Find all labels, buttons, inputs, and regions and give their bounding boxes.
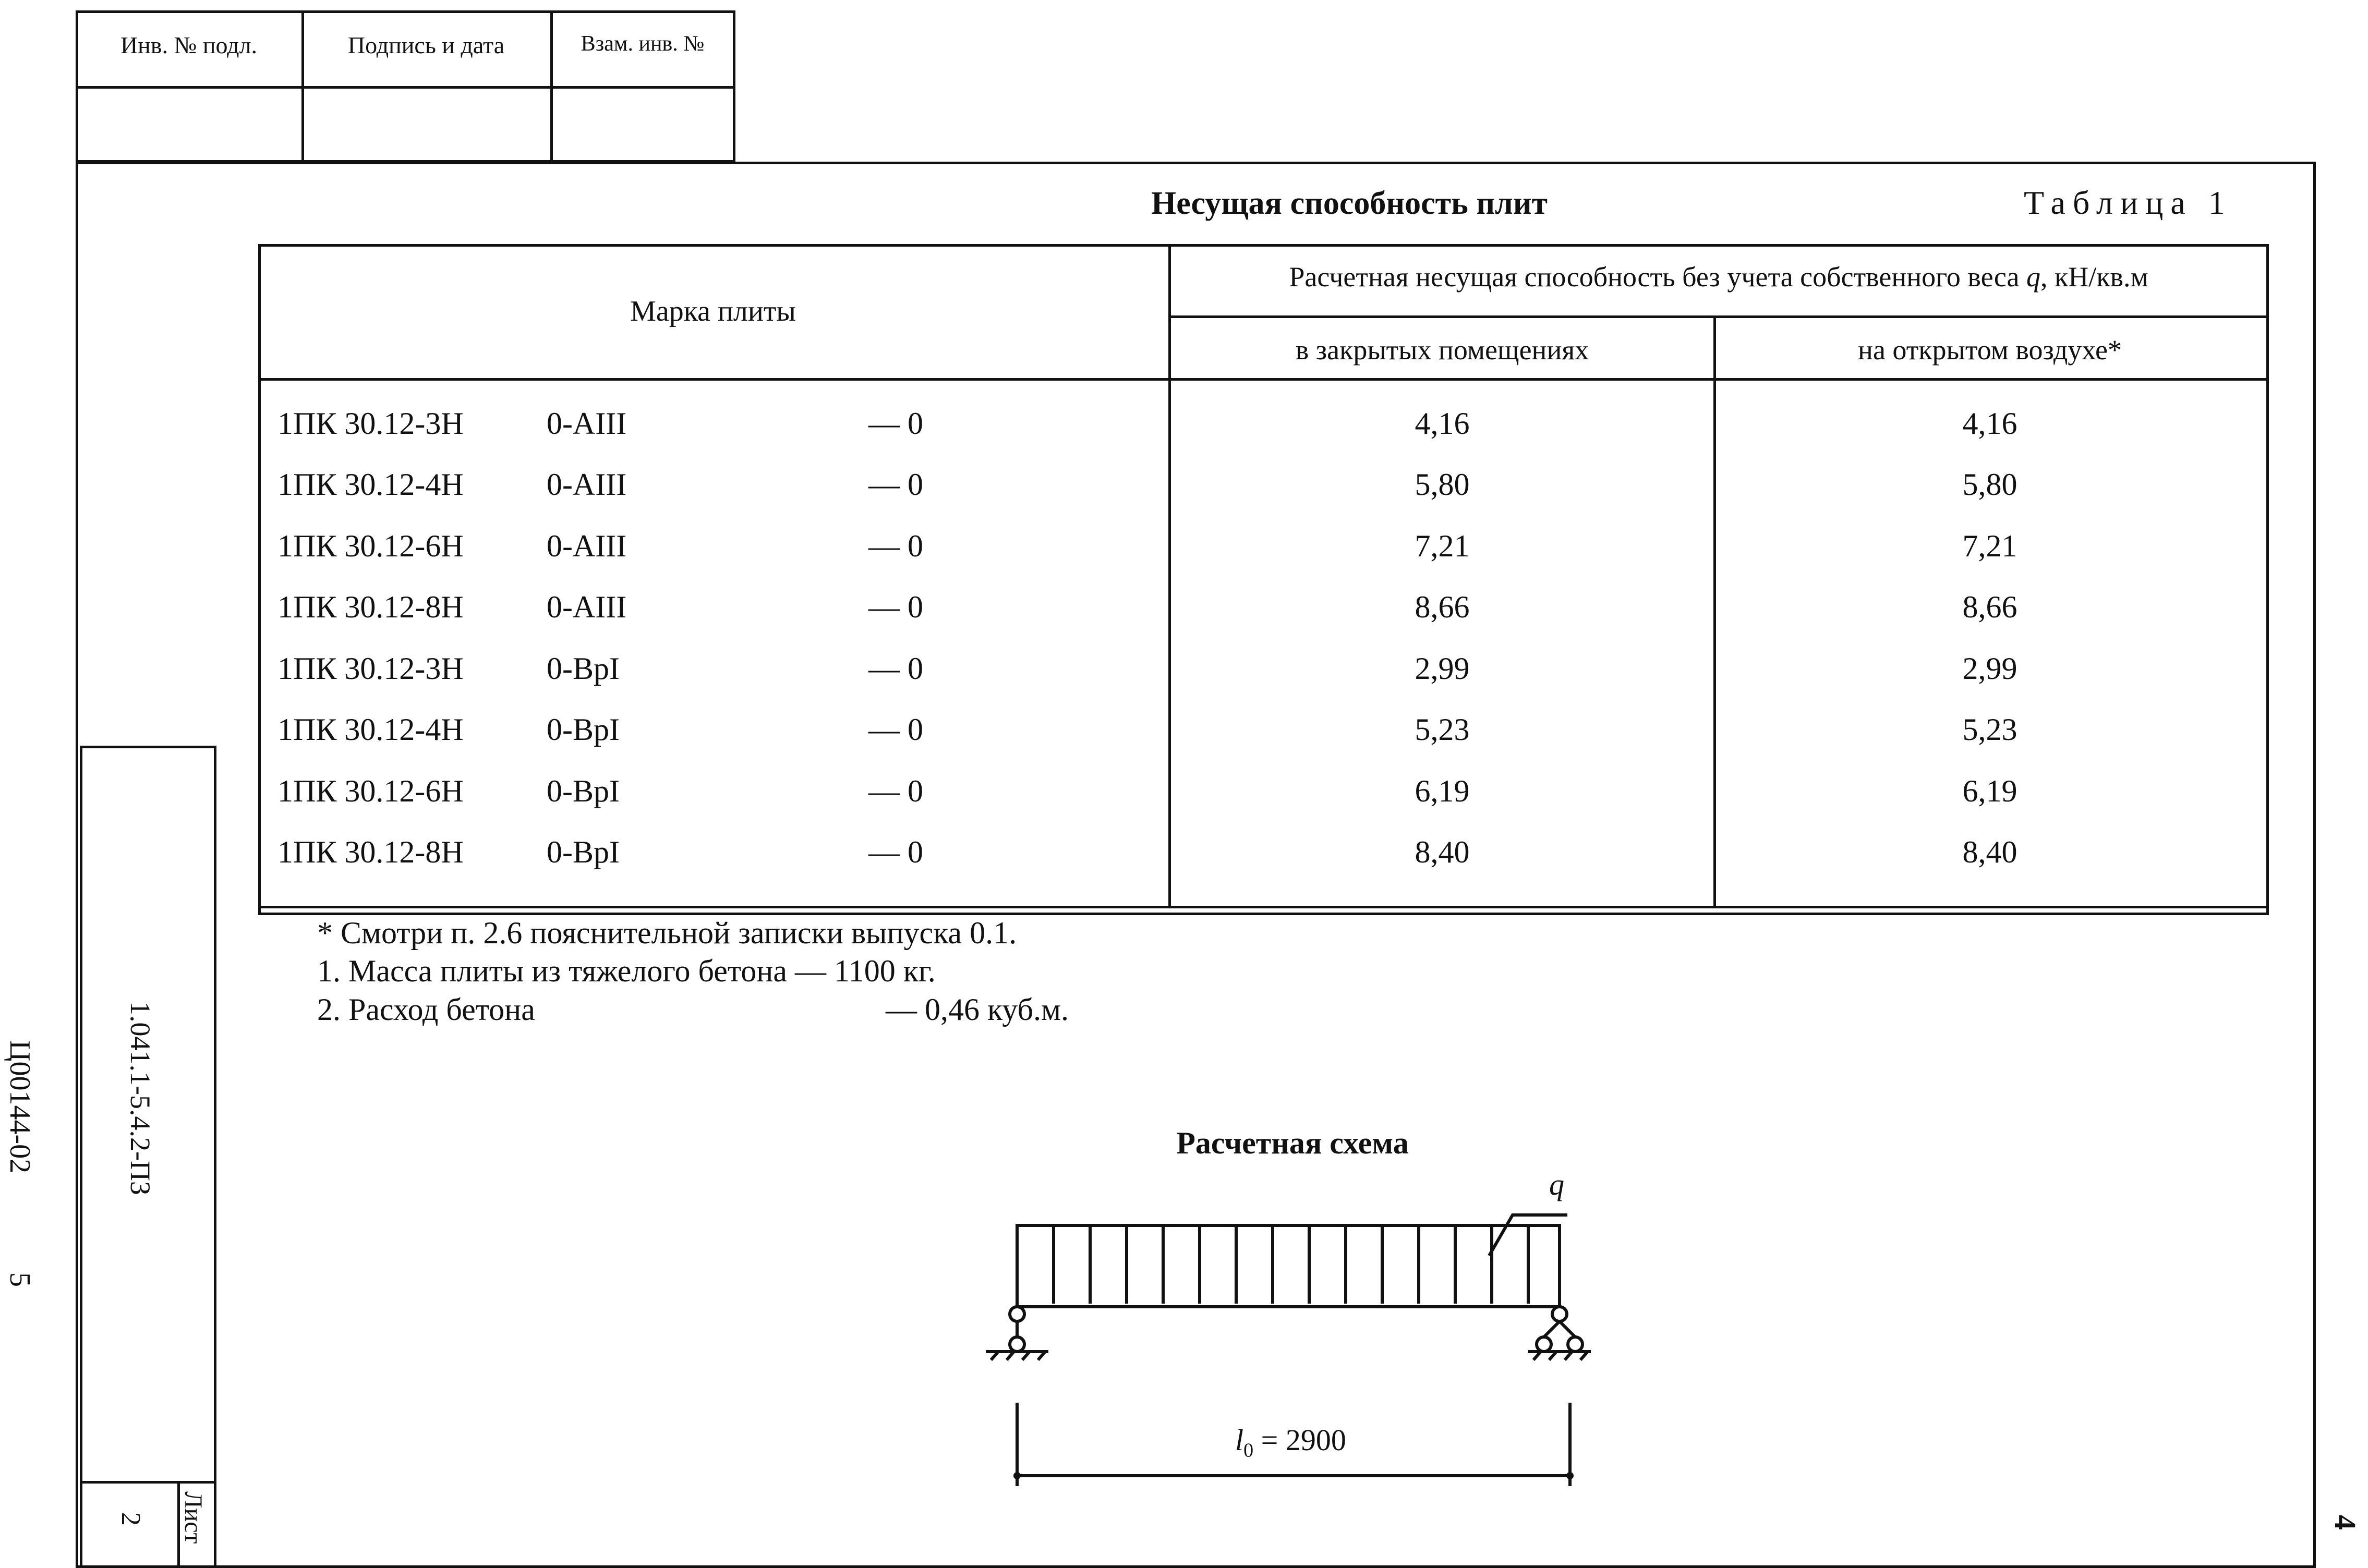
margin-num: 5	[4, 1272, 36, 1287]
row-steel: 0-ВрI	[547, 712, 620, 747]
sidebar-sheet-label: Лист	[179, 1491, 207, 1544]
table-notes-line	[258, 906, 2269, 908]
stamp-col-line	[301, 10, 304, 163]
row-steel: 0-АIII	[547, 467, 627, 502]
row-open: 7,21	[1962, 529, 2017, 563]
note-concrete: 2. Расход бетона	[317, 992, 535, 1027]
row-suffix: — 0	[868, 406, 923, 441]
sidebar-sheet-number: 2	[116, 1512, 146, 1526]
margin-code: Ц00144-02	[4, 1040, 36, 1174]
load-arrows	[1054, 1225, 1528, 1304]
row-open: 5,23	[1962, 712, 2017, 747]
row-closed: 2,99	[1415, 651, 1470, 686]
row-mark: 1ПК 30.12-4Н	[277, 712, 464, 747]
row-open: 2,99	[1962, 651, 2017, 686]
row-mark: 1ПК 30.12-3Н	[277, 651, 464, 686]
row-closed: 5,23	[1415, 712, 1470, 747]
row-mark: 1ПК 30.12-3Н	[277, 406, 464, 441]
row-suffix: — 0	[868, 651, 923, 686]
table-col-line	[1713, 315, 1716, 907]
col-open-header: на открытом воздухе*	[1858, 334, 2122, 366]
span-value: = 2900	[1253, 1423, 1346, 1457]
note-mass: 1. Масса плиты из тяжелого бетона — 1100 кг.	[317, 954, 936, 988]
table-col-line	[1168, 244, 1171, 907]
page-number: 4	[2328, 1515, 2362, 1530]
table-label: Таблица 1	[2024, 184, 2232, 221]
span-subscript: 0	[1243, 1439, 1254, 1462]
row-steel: 0-ВрI	[547, 774, 620, 808]
row-suffix: — 0	[868, 774, 923, 808]
row-closed: 8,66	[1415, 590, 1470, 624]
row-open: 4,16	[1962, 406, 2017, 441]
row-closed: 6,19	[1415, 774, 1470, 808]
row-closed: 8,40	[1415, 835, 1470, 869]
table-subheader-line	[1168, 315, 2269, 318]
row-mark: 1ПК 30.12-8Н	[277, 835, 464, 869]
sidebar-divider	[80, 1481, 216, 1484]
row-open: 8,40	[1962, 835, 2017, 869]
col-closed-header: в закрытых помещениях	[1295, 334, 1589, 366]
row-closed: 5,80	[1415, 467, 1470, 502]
col-capacity-prefix: Расчетная несущая способность без учета собственного веса	[1289, 261, 2027, 293]
row-open: 6,19	[1962, 774, 2017, 808]
row-closed: 7,21	[1415, 529, 1470, 563]
row-suffix: — 0	[868, 712, 923, 747]
span-label	[1235, 1423, 1346, 1462]
load-label: q	[1549, 1168, 1564, 1201]
stamp-header-signature: Подпись и дата	[347, 32, 505, 58]
row-open: 5,80	[1962, 467, 2017, 502]
stamp-header-inv: Инв. № подл.	[120, 32, 258, 58]
col-capacity-header	[1289, 261, 2148, 293]
note-footnote: * Смотри п. 2.6 пояснительной записки выпуска 0.1.	[317, 916, 1017, 950]
col-capacity-suffix: , кН/кв.м	[2040, 261, 2148, 293]
row-closed: 4,16	[1415, 406, 1470, 441]
row-suffix: — 0	[868, 590, 923, 624]
row-steel: 0-АIII	[547, 529, 627, 563]
row-steel: 0-АIII	[547, 406, 627, 441]
table-header-bottom	[258, 378, 2269, 381]
row-mark: 1ПК 30.12-8Н	[277, 590, 464, 624]
row-mark: 1ПК 30.12-6Н	[277, 774, 464, 808]
col-capacity-q: q	[2026, 261, 2041, 293]
row-suffix: — 0	[868, 529, 923, 563]
sidebar-doc-code: 1.041.1-5.4.2-ПЗ	[125, 1001, 156, 1196]
row-steel: 0-ВрI	[547, 651, 620, 686]
row-suffix: — 0	[868, 467, 923, 502]
stamp-header-replace: Взам. инв. №	[581, 32, 705, 56]
right-support-hinge	[1552, 1307, 1567, 1321]
row-mark: 1ПК 30.12-4Н	[277, 467, 464, 502]
row-steel: 0-АIII	[547, 590, 627, 624]
load-diagram	[1017, 1225, 1560, 1307]
left-support-hinge	[1010, 1307, 1024, 1321]
note-concrete-value: — 0,46 куб.м.	[886, 992, 1069, 1027]
span-symbol: l	[1235, 1423, 1244, 1457]
table-title: Несущая способность плит	[1151, 186, 1548, 221]
stamp-col-line	[550, 10, 553, 163]
row-suffix: — 0	[868, 835, 923, 869]
row-open: 8,66	[1962, 590, 2017, 624]
scheme-title: Расчетная схема	[1176, 1126, 1409, 1160]
row-mark: 1ПК 30.12-6Н	[277, 529, 464, 563]
row-steel: 0-ВрI	[547, 835, 620, 869]
stamp-divider	[76, 86, 735, 89]
col-mark-header: Марка плиты	[630, 295, 796, 327]
